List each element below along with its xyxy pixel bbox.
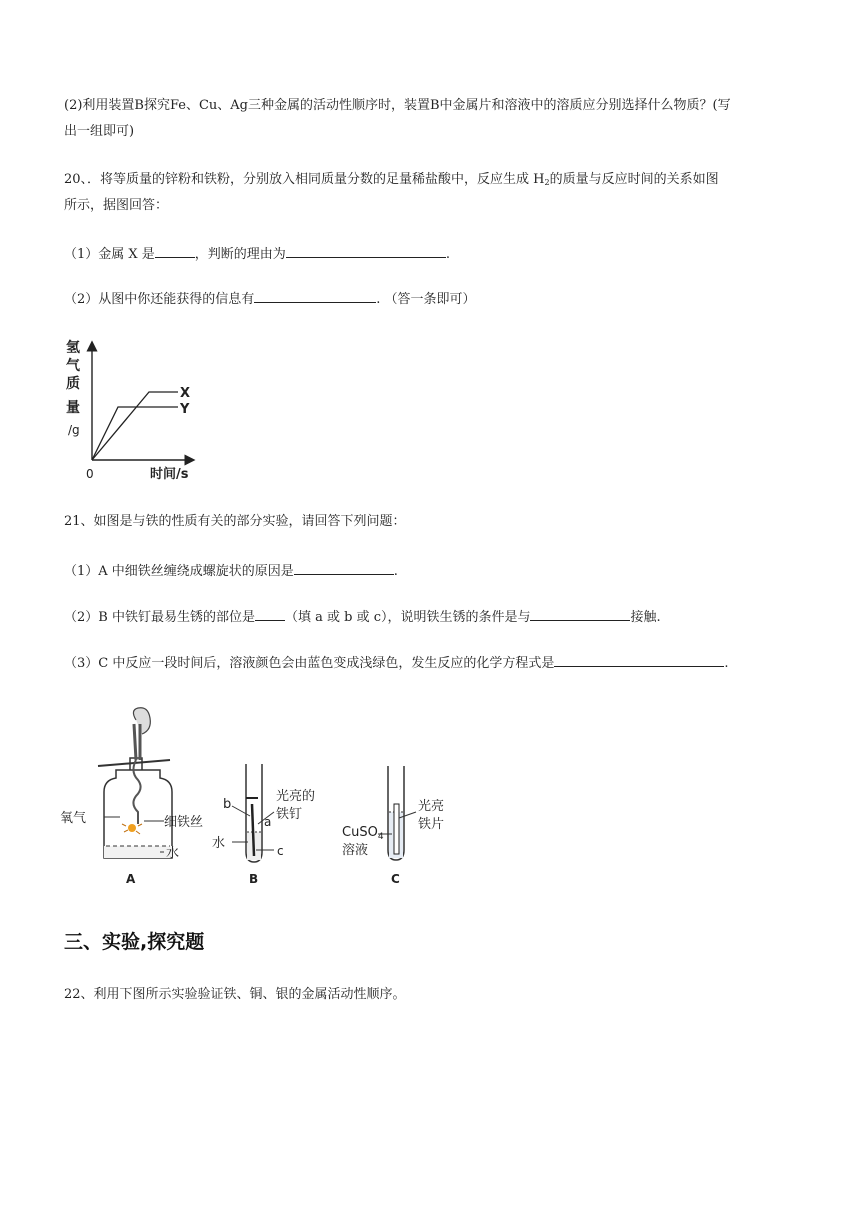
label-nail-line1: 光亮的 — [276, 789, 316, 804]
label-b: b — [223, 797, 232, 812]
q20-stem-line1 — [64, 170, 719, 193]
label-water-a: 水 — [166, 846, 180, 861]
iron-experiments-figure — [60, 700, 460, 895]
q20-part2 — [64, 288, 476, 310]
caption-c: C — [391, 872, 400, 886]
answer-blank[interactable] — [286, 243, 446, 258]
q20-stem-text-b: 的质量与反应时间的关系如图 — [549, 172, 719, 187]
series-y-line — [92, 407, 178, 460]
x-axis-label: 时间/s — [150, 467, 189, 482]
label-c: c — [277, 844, 284, 858]
cuso4-text: CuSO — [342, 825, 378, 840]
q19-part2-line1: (2)利用装置B探究Fe、Cu、Ag三种金属的活动性顺序时，装置B中金属片和溶液中的溶质应分别选择什么物质？(写 — [64, 98, 731, 113]
y-label-unit: /g — [68, 423, 80, 437]
q21-part2-text-a: （2）B 中铁钉最易生锈的部位是 — [64, 610, 255, 625]
q21-part3 — [64, 652, 729, 674]
q21-stem: 21、如图是与铁的性质有关的部分实验，请回答下列问题： — [64, 514, 406, 529]
q20-part1-text-b: ，判断的理由为 — [194, 247, 286, 262]
caption-b: B — [249, 872, 259, 886]
label-nail-line2: 铁钉 — [276, 807, 303, 822]
q21-part1 — [64, 560, 398, 582]
label-a: a — [264, 815, 272, 829]
q20-part2-text-a: （2）从图中你还能获得的信息有 — [64, 292, 255, 307]
q20-part2-text-b: . （答一条即可） — [376, 292, 476, 307]
q20-stem-line2: 所示，据图回答： — [64, 198, 169, 213]
q20-part1-text-c: . — [445, 247, 450, 262]
q21-part1-text-a: （1）A 中细铁丝缠绕成螺旋状的原因是 — [64, 564, 294, 579]
series-x-line — [92, 392, 178, 460]
series-x-label: X — [180, 386, 191, 401]
section-heading: 三、实验,探究题 — [64, 931, 205, 953]
answer-blank[interactable] — [294, 560, 394, 575]
label-solution: 溶液 — [342, 843, 369, 858]
hydrogen-mass-graph — [62, 336, 202, 486]
answer-blank[interactable] — [155, 243, 195, 258]
crucible-tongs — [133, 708, 150, 734]
answer-blank[interactable] — [554, 652, 724, 667]
q19-part2-line2: 出一组即可) — [64, 124, 135, 139]
q21-part3-text-b: . — [724, 656, 729, 671]
q21-part2-text-c: 接触. — [630, 610, 661, 625]
origin-label: 0 — [86, 467, 94, 481]
label-plate-line1: 光亮 — [418, 799, 445, 814]
label-cuso4 — [342, 825, 384, 842]
q20-part1-text-a: （1）金属 X 是 — [64, 247, 155, 262]
h2-subscript: 2 — [544, 178, 550, 187]
apparatus-c — [342, 766, 444, 886]
answer-blank[interactable] — [255, 606, 285, 621]
q21-part3-text-a: （3）C 中反应一段时间后，溶液颜色会由蓝色变成浅绿色，发生反应的化学方程式是 — [64, 656, 555, 671]
label-water-b: 水 — [212, 836, 226, 851]
label-plate-line2: 铁片 — [418, 817, 445, 832]
y-label-char: 氢 — [66, 340, 80, 356]
q20-stem-text-a: 20、．将等质量的锌粉和铁粉，分别放入相同质量分数的足量稀盐酸中，反应生成 H — [64, 172, 545, 187]
q22-stem: 22、利用下图所示实验验证铁、铜、银的金属活动性顺序。 — [64, 987, 406, 1002]
q21-part1-text-b: . — [393, 564, 398, 579]
apparatus-b — [212, 764, 315, 886]
answer-blank[interactable] — [254, 288, 376, 303]
label-iron-wire: 细铁丝 — [164, 815, 204, 830]
series-y-label: Y — [180, 402, 190, 417]
answer-blank[interactable] — [530, 606, 630, 621]
caption-a: A — [126, 872, 136, 886]
q21-part2-text-b: （填 a 或 b 或 c），说明铁生锈的条件是与 — [284, 610, 531, 625]
flame-spark — [128, 824, 136, 832]
y-label-char: 气 — [66, 358, 80, 374]
q20-part1 — [64, 243, 450, 265]
apparatus-a — [60, 708, 203, 886]
y-label-char: 量 — [66, 400, 80, 416]
q21-part2 — [64, 606, 661, 628]
cuso4-subscript: 4 — [377, 832, 384, 842]
y-label-char: 质 — [66, 376, 80, 392]
label-oxygen: 氧气 — [60, 811, 87, 826]
iron-plate — [394, 804, 399, 854]
